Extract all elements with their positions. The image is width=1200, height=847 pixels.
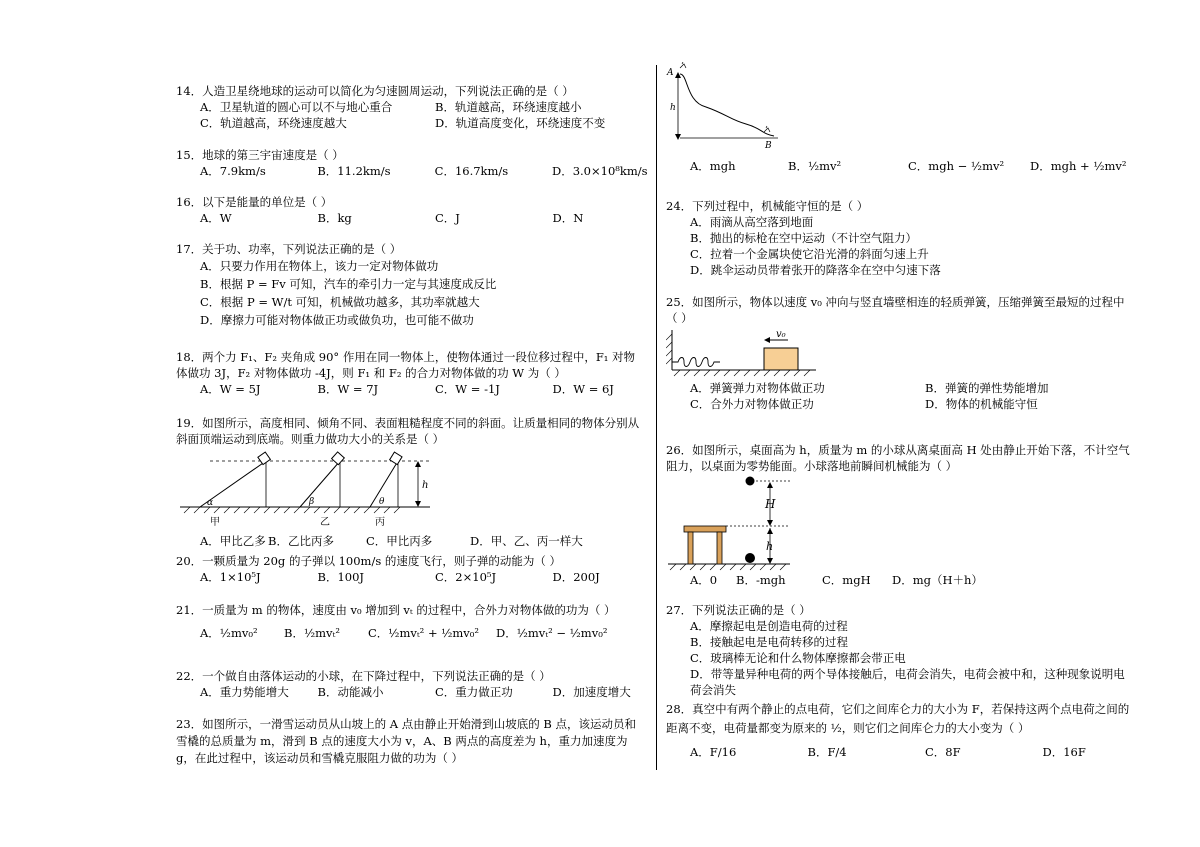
question-stem: 19．如图所示，高度相同、倾角不同、表面粗糙程度不同的斜面。让质量相同的物体分别从斜面顶端运动到底端。则重力做功大小的关系是（ ） [176,416,640,446]
option-d[interactable]: D．3.0×10⁸km/s [551,164,648,178]
question-stem: 14．人造卫星绕地球的运动可以简化为匀速圆周运动，下列说法正确的是（ ） [176,84,574,98]
options [176,381,646,397]
option-b[interactable]: B．乙比丙多 [268,534,334,548]
options [666,214,1136,278]
option-a[interactable]: A．只要力作用在物体上，该力一定对物体做功 [200,259,439,273]
question-27 [666,602,1136,698]
question-23 [176,716,646,767]
option-a[interactable]: A．甲比乙多 [200,534,266,548]
option-d[interactable]: D．加速度增大 [552,685,631,699]
options [666,742,1136,762]
option-b[interactable]: B．½mv² [788,159,842,173]
options [176,684,646,700]
options [176,210,646,226]
option-d[interactable]: D．W = 6J [552,382,614,396]
option-b[interactable]: B．kg [317,211,352,225]
option-b[interactable]: B．W = 7J [317,382,379,396]
options [176,533,646,549]
options [176,569,646,585]
question-stem: 27．下列说法正确的是（ ） [666,603,811,617]
options [666,380,1136,412]
question-stem: 23．如图所示，一滑雪运动员从山坡上的 A 点由静止开始滑到山坡底的 B 点，该运动员和雪橇的总质量为 m，滑到 B 点的速度大小为 v，A、B 两点的高度差为 h，重力加速度为 g，在此过程中，该运动员和雪橇克服阻力做的功为（ ） [176,717,637,765]
option-c[interactable]: C．J [435,211,460,225]
point-b-label: B [765,141,772,151]
option-b[interactable]: B．100J [317,570,365,584]
options [176,622,646,644]
option-b[interactable]: B．轨道越高，环绕速度越小 [435,100,582,114]
option-b[interactable]: B．根据 P = Fv 可知，汽车的牵引力一定与其速度成反比 [200,277,497,291]
question-28 [666,700,1136,762]
height-label: h [422,480,429,491]
option-c[interactable]: C．轨道越高，环绕速度越大 [200,116,347,130]
option-a[interactable]: A．7.9km/s [200,164,266,178]
option-a[interactable]: A．雨滴从高空落到地面 [690,215,814,229]
option-a[interactable]: A．重力势能增大 [200,685,289,699]
option-c[interactable]: C．根据 P = W/t 可知，机械做功越多，其功率就越大 [200,295,480,309]
option-b[interactable]: B．F/4 [807,745,847,759]
point-a-label: A [667,68,674,78]
height-H-label: H [765,497,776,511]
option-d[interactable]: D．mgh + ½mv² [1030,159,1127,173]
option-d[interactable]: D．带等量异种电荷的两个导体接触后，电荷会消失，电荷会被中和，这种现象说明电荷会消失 [690,667,1125,697]
question-14 [176,83,646,131]
column-divider [656,65,657,770]
option-d[interactable]: D．200J [552,570,600,584]
question-25 [666,294,1136,412]
option-d[interactable]: D．摩擦力可能对物体做正功或做负功，也可能不做功 [200,313,474,327]
question-19 [176,415,646,549]
question-stem: 25．如图所示，物体以速度 v₀ 冲向与竖直墙壁相连的轻质弹簧，压缩弹簧至最短的过程中（ ） [666,295,1125,325]
option-c[interactable]: C．甲比丙多 [366,534,433,548]
option-c[interactable]: C．mgh − ½mv² [908,159,1005,173]
question-16 [176,194,646,226]
options [666,572,1136,588]
label-bing: 丙 [375,517,385,528]
question-24 [666,198,1136,278]
option-d[interactable]: D．N [552,211,584,225]
option-c[interactable]: C．16.7km/s [434,164,509,178]
option-c[interactable]: C．mgH [822,573,871,587]
spring-block-figure [666,328,826,380]
options [176,257,646,329]
options [176,163,646,179]
question-20 [176,553,646,585]
option-a[interactable]: A．W = 5J [200,382,261,396]
table-ball-figure [666,476,796,572]
option-a[interactable]: A．W [200,211,232,225]
height-h-label: h [766,540,774,553]
options [666,618,1136,698]
option-a[interactable]: A．0 [690,573,718,587]
question-stem: 26．如图所示，桌面高为 h，质量为 m 的小球从离桌面高 H 处由静止开始下落，不计空气阻力，以桌面为零势能面。小球落地前瞬间机械能为（ ） [666,443,1130,473]
question-stem: 16．以下是能量的单位是（ ） [176,195,333,209]
question-stem: 21．一质量为 m 的物体，速度由 v₀ 增加到 vₜ 的过程中，合外力对物体做的功为（ ） [176,603,616,617]
option-d[interactable]: D．物体的机械能守恒 [925,397,1038,411]
question-23-figure [666,62,1136,175]
option-c[interactable]: C．合外力对物体做正功 [690,397,814,411]
option-b[interactable]: B．-mgh [736,573,786,587]
question-stem: 15．地球的第三宇宙速度是（ ） [176,148,344,162]
option-d[interactable]: D．甲、乙、丙一样大 [470,534,583,548]
option-a[interactable]: A．摩擦起电是创造电荷的过程 [690,619,848,633]
options [176,99,646,131]
question-stem: 22．一个做自由落体运动的小球，在下降过程中，下列说法正确的是（ ） [176,669,551,683]
question-stem: 24．下列过程中，机械能守恒的是（ ） [666,199,869,213]
option-c[interactable]: C．重力做正功 [435,685,513,699]
option-a[interactable]: A．mgh [690,159,736,173]
option-a[interactable]: A．1×10⁵J [200,570,261,584]
option-b[interactable]: B．动能减小 [317,685,384,699]
inclines-figure [180,451,450,533]
option-d[interactable]: D．轨道高度变化，环绕速度不变 [435,116,606,130]
velocity-label: v₀ [776,329,786,340]
height-label: h [670,103,676,113]
option-c[interactable]: C．W = -1J [435,382,500,396]
label-jia: 甲 [210,517,220,528]
question-22 [176,668,646,700]
question-stem: 17．关于功、功率，下列说法正确的是（ ） [176,242,402,256]
option-d[interactable]: D．½mvₜ² − ½mv₀² [496,626,608,640]
option-b[interactable]: B．½mvₜ² [284,626,340,640]
option-b[interactable]: B．11.2km/s [317,164,391,178]
option-a[interactable]: A．卫星轨道的圆心可以不与地心重合 [200,100,393,114]
question-stem: 18．两个力 F₁、F₂ 夹角成 90° 作用在同一物体上，使物体通过一段位移过程中，F₁ 对物体做功 3J，F₂ 对物体做功 -4J，则 F₁ 和 F₂ 的合力对物体做的功 W 为（ ） [176,350,636,380]
question-18 [176,349,646,397]
question-stem: 20．一颗质量为 20g 的子弹以 100m/s 的速度飞行，则子弹的动能为（ ） [176,554,562,568]
ski-slope-figure [666,62,796,152]
question-15 [176,147,646,179]
label-yi: 乙 [320,517,330,528]
question-17 [176,241,646,329]
angle-alpha: α [207,498,214,508]
option-d[interactable]: D．mg（H＋h） [892,573,983,587]
option-c[interactable]: C．8F [925,745,961,759]
question-21 [176,602,646,644]
question-stem: 28．真空中有两个静止的点电荷，它们之间库仑力的大小为 F，若保持这两个点电荷之间的距离不变，电荷量都变为原来的 ½，则它们之间库仑力的大小变为（ ） [666,702,1130,735]
option-b[interactable]: B．抛出的标枪在空中运动（不计空气阻力） [690,231,917,245]
question-26 [666,442,1136,588]
option-c[interactable]: C．½mvₜ² + ½mv₀² [368,626,480,640]
option-a[interactable]: A．弹簧弹力对物体做正功 [690,381,825,395]
option-b[interactable]: B．弹簧的弹性势能增加 [925,381,1049,395]
option-a[interactable]: A．F/16 [690,745,737,759]
option-c[interactable]: C．拉着一个金属块使它沿光滑的斜面匀速上升 [690,247,929,261]
option-c[interactable]: C．玻璃棒无论和什么物体摩擦都会带正电 [690,651,906,665]
option-c[interactable]: C．2×10⁵J [435,570,497,584]
option-d[interactable]: D．跳伞运动员带着张开的降落伞在空中匀速下落 [690,263,941,277]
angle-beta: β [309,497,315,507]
options [666,157,1136,175]
option-d[interactable]: D．16F [1042,745,1086,759]
option-a[interactable]: A．½mv₀² [200,626,258,640]
angle-theta: θ [379,497,385,507]
option-b[interactable]: B．接触起电是电荷转移的过程 [690,635,848,649]
